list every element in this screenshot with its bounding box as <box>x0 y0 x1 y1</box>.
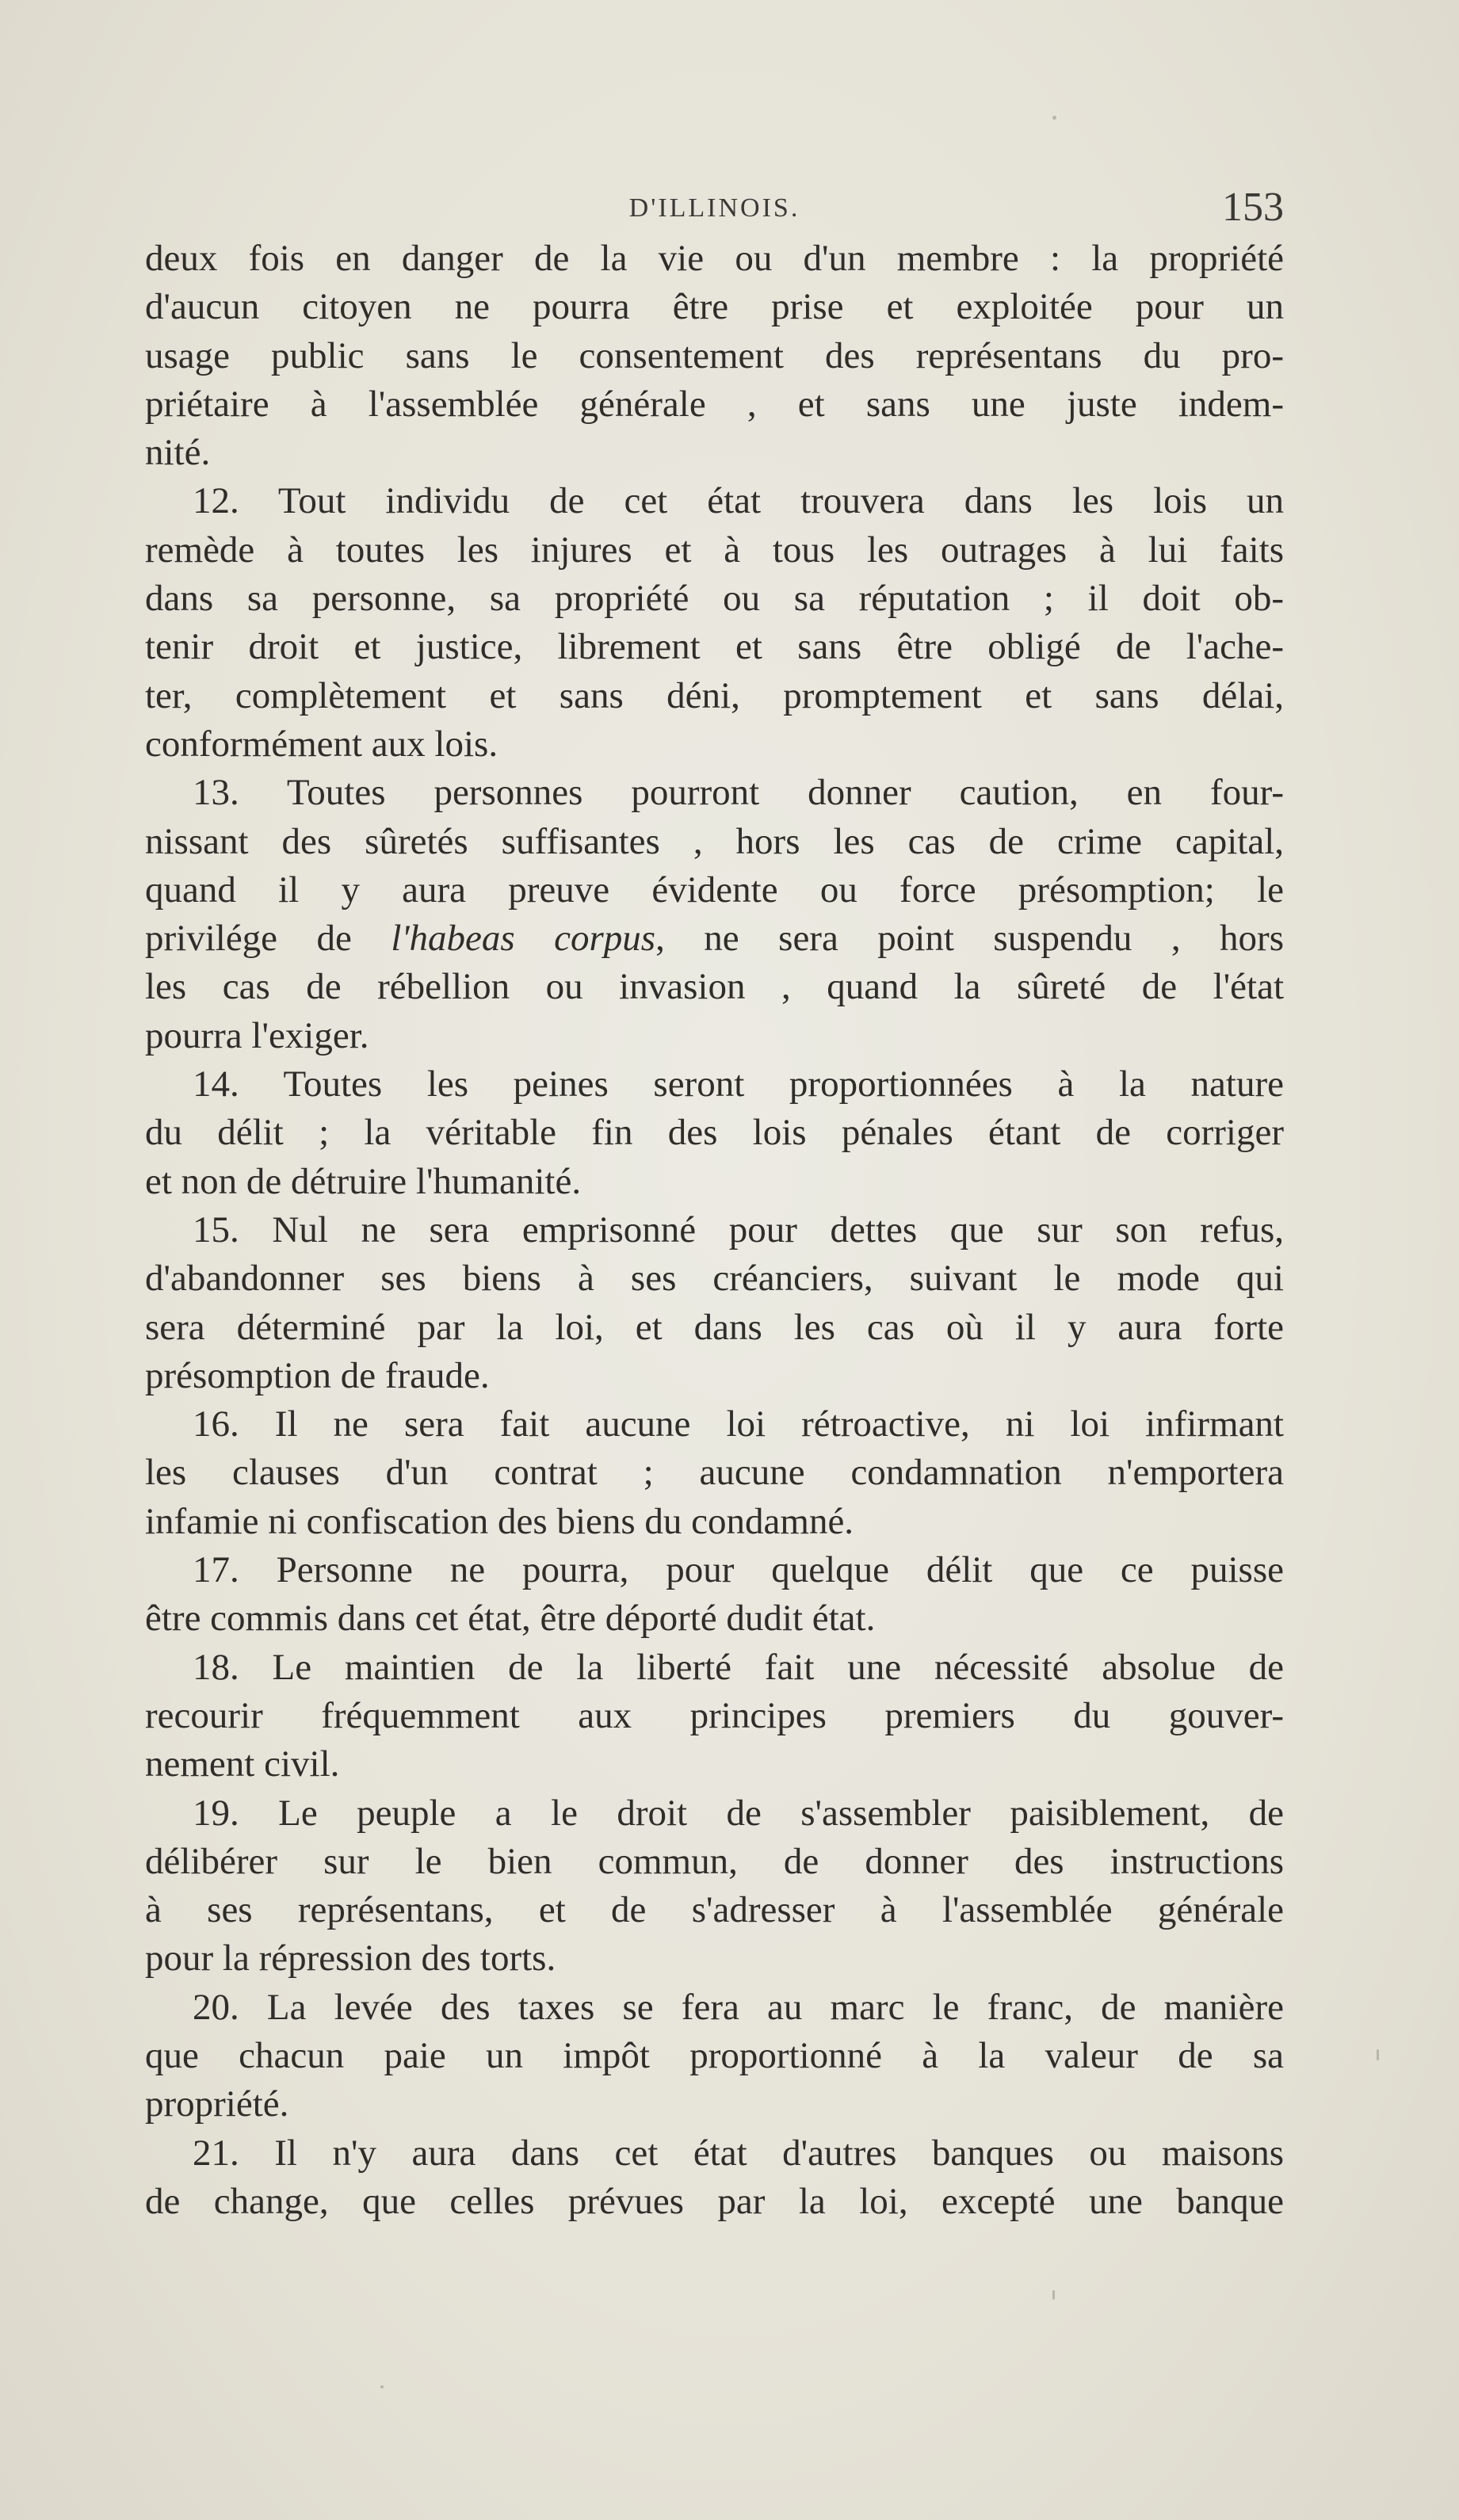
text-line: propriété. <box>145 2083 289 2125</box>
text-line: conformément aux lois. <box>145 723 498 765</box>
paper-speck <box>380 2385 384 2388</box>
text-line: deux fois en danger de la vie ou d'un membre : la propriété <box>145 238 1284 279</box>
text-line: présomption de fraude. <box>145 1354 490 1396</box>
text-line-habeas <box>145 914 1284 963</box>
text-line: pour la répression des torts. <box>145 1938 556 1980</box>
article-15-start: 15. Nul ne sera emprisonné pour dettes que sur son refus, <box>193 1208 1284 1250</box>
article-21-start: 21. Il n'y aura dans cet état d'autres banques ou maisons <box>193 2132 1284 2174</box>
body-text <box>145 235 1284 2226</box>
text-line: dans sa personne, sa propriété ou sa réputation ; il doit ob- <box>145 578 1284 620</box>
article-20-start: 20. La levée des taxes se fera au marc le franc, de manière <box>193 1986 1284 2028</box>
text-line: pourra l'exiger. <box>145 1014 369 1056</box>
text-line: nement civil. <box>145 1743 340 1785</box>
text-segment: , ne sera point suspendu , hors <box>655 918 1284 960</box>
page-number: 153 <box>1222 185 1284 230</box>
text-segment: privilége de <box>145 918 352 960</box>
article-16-start: 16. Il ne sera fait aucune loi rétroactive, ni loi infirmant <box>193 1403 1284 1445</box>
text-line: les clauses d'un contrat ; aucune condamnation n'emportera <box>145 1452 1284 1494</box>
text-line: recourir fréquemment aux principes premiers du gouver- <box>145 1694 1284 1736</box>
article-12-start: 12. Tout individu de cet état trouvera dans les lois un <box>193 480 1284 522</box>
text-line: être commis dans cet état, être déporté dudit état. <box>145 1598 876 1640</box>
text-line: remède à toutes les injures et à tous les outrages à lui faits <box>145 529 1284 571</box>
text-line: d'abandonner ses biens à ses créanciers, suivant le mode qui <box>145 1258 1284 1300</box>
text-line: d'aucun citoyen ne pourra être prise et exploitée pour un <box>145 286 1284 328</box>
text-line: à ses représentans, et de s'adresser à l'assemblée générale <box>145 1889 1284 1931</box>
text-line: sera déterminé par la loi, et dans les cas où il y aura forte <box>145 1306 1284 1348</box>
paper-speck <box>1377 2049 1379 2060</box>
article-14-start: 14. Toutes les peines seront proportionnées à la nature <box>193 1063 1284 1105</box>
text-line: tenir droit et justice, librement et sans être obligé de l'ache- <box>145 626 1284 668</box>
paper-speck <box>1052 2290 1055 2300</box>
text-line: infamie ni confiscation des biens du condamné. <box>145 1500 854 1542</box>
text-line: nité. <box>145 432 211 474</box>
text-line: usage public sans le consentement des représentans du pro- <box>145 334 1284 376</box>
text-line: du délit ; la véritable fin des lois pénales étant de corriger <box>145 1112 1284 1154</box>
article-13-start: 13. Toutes personnes pourront donner caution, en four- <box>193 772 1284 814</box>
page-header <box>145 184 1284 231</box>
text-line: quand il y aura preuve évidente ou force présomption; le <box>145 869 1284 911</box>
text-line: et non de détruire l'humanité. <box>145 1160 582 1202</box>
article-19-start: 19. Le peuple a le droit de s'assembler paisiblement, de <box>193 1792 1284 1834</box>
italic-term: l'habeas corpus <box>391 918 656 960</box>
article-18-start: 18. Le maintien de la liberté fait une nécessité absolue de <box>193 1646 1284 1688</box>
paper-speck <box>1052 116 1056 120</box>
text-line: de change, que celles prévues par la loi, excepté une banque <box>145 2180 1284 2222</box>
article-17-start: 17. Personne ne pourra, pour quelque délit que ce puisse <box>193 1549 1284 1591</box>
text-line: délibérer sur le bien commun, de donner des instructions <box>145 1840 1284 1882</box>
text-line: que chacun paie un impôt proportionné à la valeur de sa <box>145 2034 1284 2076</box>
text-line: nissant des sûretés suffisantes , hors les cas de crime capital, <box>145 820 1284 862</box>
text-line: priétaire à l'assemblée générale , et sans une juste indem- <box>145 383 1284 425</box>
text-line: les cas de rébellion ou invasion , quand la sûreté de l'état <box>145 966 1284 1008</box>
text-line: ter, complètement et sans déni, promptement et sans délai, <box>145 674 1284 716</box>
running-head: D'ILLINOIS. <box>628 193 800 223</box>
